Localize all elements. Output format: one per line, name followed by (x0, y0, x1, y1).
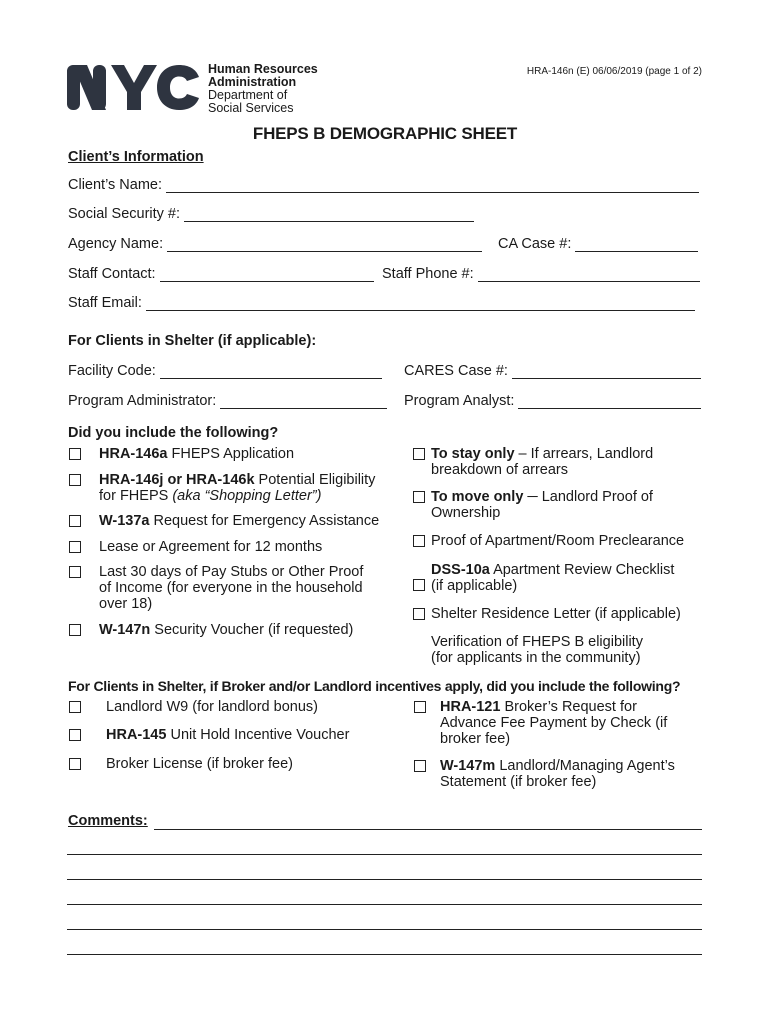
item-code: DSS-10a (431, 562, 490, 578)
shelter-heading: For Clients in Shelter (if applicable): (68, 333, 317, 349)
item-text: Broker’s Request for (500, 699, 637, 715)
check-hra-146j[interactable] (69, 472, 399, 504)
item-text-line2: of Income (for everyone in the household (99, 580, 363, 596)
comments-line-4[interactable] (67, 904, 702, 905)
check-pay-stubs[interactable] (69, 564, 399, 612)
comments-line-2[interactable] (67, 854, 702, 855)
item-text: Potential Eligibility (254, 472, 376, 488)
checkbox[interactable] (69, 624, 81, 636)
checkbox[interactable] (413, 448, 425, 460)
item-text: Landlord W9 (for landlord bonus) (106, 699, 318, 715)
ca-case-label: CA Case #: (498, 236, 572, 252)
checklist-heading: Did you include the following? (68, 425, 279, 441)
ssn-line[interactable] (184, 209, 474, 222)
program-admin-label: Program Administrator: (68, 393, 217, 409)
ssn-label: Social Security #: (68, 206, 181, 222)
staff-email-label: Staff Email: (68, 295, 142, 311)
check-hra-146a[interactable] (69, 446, 399, 462)
item-text: FHEPS Application (167, 446, 295, 462)
item-text: Lease or Agreement for 12 months (99, 539, 323, 555)
staff-phone-field[interactable] (382, 266, 700, 282)
item-text: Shelter Residence Letter (if applicable) (431, 606, 681, 622)
item-text: Proof of Apartment/Room Preclearance (431, 533, 685, 549)
item-aka: (aka “Shopping Letter”) (172, 488, 322, 504)
comments-line-5[interactable] (67, 929, 702, 930)
checkbox[interactable] (69, 474, 81, 486)
agency-name-line[interactable] (167, 239, 482, 252)
staff-contact-line[interactable] (160, 269, 374, 282)
cares-case-field[interactable] (404, 363, 701, 379)
program-analyst-label: Program Analyst: (404, 393, 515, 409)
agency-line-4: Social Services (208, 101, 294, 115)
checkbox[interactable] (69, 515, 81, 527)
ca-case-line[interactable] (575, 239, 698, 252)
checkbox[interactable] (413, 608, 425, 620)
item-code: W-147m (440, 758, 496, 774)
nyc-logo (67, 63, 203, 112)
item-code: W-147n (99, 622, 151, 638)
checkbox[interactable] (414, 701, 426, 713)
check-broker-license[interactable] (69, 756, 399, 772)
staff-email-line[interactable] (146, 298, 695, 311)
check-preclearance[interactable] (413, 533, 713, 549)
item-code: W-137a (99, 513, 150, 529)
checkbox[interactable] (69, 566, 81, 578)
agency-name-field[interactable] (68, 236, 482, 252)
item-code: To move only (431, 489, 524, 505)
item-text: Apartment Review Checklist (489, 562, 675, 578)
item-text: ─ Landlord Proof of (523, 489, 653, 505)
item-text: Security Voucher (if requested) (150, 622, 354, 638)
check-w-147n[interactable] (69, 622, 399, 638)
staff-phone-line[interactable] (478, 269, 700, 282)
program-analyst-field[interactable] (404, 393, 701, 409)
item-text-line2: breakdown of arrears (431, 462, 569, 478)
check-w-137a[interactable] (69, 513, 399, 529)
item-text: – If arrears, Landlord (514, 446, 654, 462)
facility-code-line[interactable] (160, 366, 382, 379)
item-text: Broker License (if broker fee) (106, 756, 293, 772)
item-text: Unit Hold Incentive Voucher (166, 727, 350, 743)
item-text-line2: Ownership (431, 505, 501, 521)
checkbox[interactable] (69, 758, 81, 770)
check-to-move[interactable] (413, 489, 713, 521)
checkbox[interactable] (414, 760, 426, 772)
check-hra-145[interactable] (69, 727, 399, 743)
staff-contact-label: Staff Contact: (68, 266, 156, 282)
staff-email-field[interactable] (68, 295, 695, 311)
check-dss-10a[interactable] (413, 562, 713, 594)
agency-line-2: Administration (208, 75, 297, 89)
item-text-line3: broker fee) (440, 731, 511, 747)
agency-line-3: Department of (208, 88, 288, 102)
clients-name-label: Client’s Name: (68, 177, 163, 193)
comments-line-1[interactable] (154, 829, 702, 830)
page-title: FHEPS B DEMOGRAPHIC SHEET (252, 124, 518, 143)
item-text-line2: Advance Fee Payment by Check (if (440, 715, 668, 731)
ssn-field[interactable] (68, 206, 474, 222)
comments-line-3[interactable] (67, 879, 702, 880)
item-text: Landlord/Managing Agent’s (495, 758, 675, 774)
item-code: HRA-146a (99, 446, 168, 462)
item-text-line2: for FHEPS (99, 488, 173, 504)
agency-name (208, 63, 318, 115)
agency-line-1: Human Resources (208, 62, 318, 76)
item-code: HRA-145 (106, 727, 167, 743)
verification-line-2: (for applicants in the community) (431, 650, 641, 666)
staff-contact-field[interactable] (68, 266, 374, 282)
verification-line-1: Verification of FHEPS B eligibility (431, 634, 643, 650)
staff-phone-label: Staff Phone #: (382, 266, 474, 282)
comments-heading: Comments: (68, 813, 148, 829)
item-text-line2: (if applicable) (431, 578, 518, 594)
check-to-stay[interactable] (413, 446, 713, 478)
item-text: Request for Emergency Assistance (149, 513, 380, 529)
check-hra-121[interactable] (414, 699, 714, 747)
agency-name-label: Agency Name: (68, 236, 164, 252)
broker-heading: For Clients in Shelter, if Broker and/or Landlord incentives apply, did you include the following? (68, 678, 681, 694)
ca-case-field[interactable] (498, 236, 698, 252)
item-code: To stay only (431, 446, 515, 462)
checkbox[interactable] (413, 579, 425, 591)
program-admin-field[interactable] (68, 393, 387, 409)
item-code: HRA-146j or HRA-146k (99, 472, 255, 488)
check-lease[interactable] (69, 539, 399, 555)
checkbox[interactable] (69, 448, 81, 460)
checkbox[interactable] (69, 729, 81, 741)
cares-case-line[interactable] (512, 366, 701, 379)
checkbox[interactable] (413, 535, 425, 547)
checkbox[interactable] (69, 701, 81, 713)
check-landlord-w9[interactable] (69, 699, 399, 715)
cares-case-label: CARES Case #: (404, 363, 508, 379)
form-number: HRA-146n (E) 06/06/2019 (page 1 of 2) (526, 66, 702, 77)
item-text: Last 30 days of Pay Stubs or Other Proof (99, 564, 364, 580)
comments-line-6[interactable] (67, 954, 702, 955)
program-admin-line[interactable] (220, 396, 387, 409)
program-analyst-line[interactable] (518, 396, 701, 409)
item-code: HRA-121 (440, 699, 501, 715)
facility-code-field[interactable] (68, 363, 382, 379)
client-info-heading: Client’s Information (68, 149, 204, 165)
clients-name-line[interactable] (166, 180, 699, 193)
facility-code-label: Facility Code: (68, 363, 156, 379)
item-text-line2: Statement (if broker fee) (440, 774, 597, 790)
check-w-147m[interactable] (414, 758, 714, 790)
checkbox[interactable] (69, 541, 81, 553)
clients-name-field[interactable] (68, 177, 699, 193)
checkbox[interactable] (413, 491, 425, 503)
item-text-line3: over 18) (99, 596, 153, 612)
check-shelter-residence[interactable] (413, 606, 713, 622)
